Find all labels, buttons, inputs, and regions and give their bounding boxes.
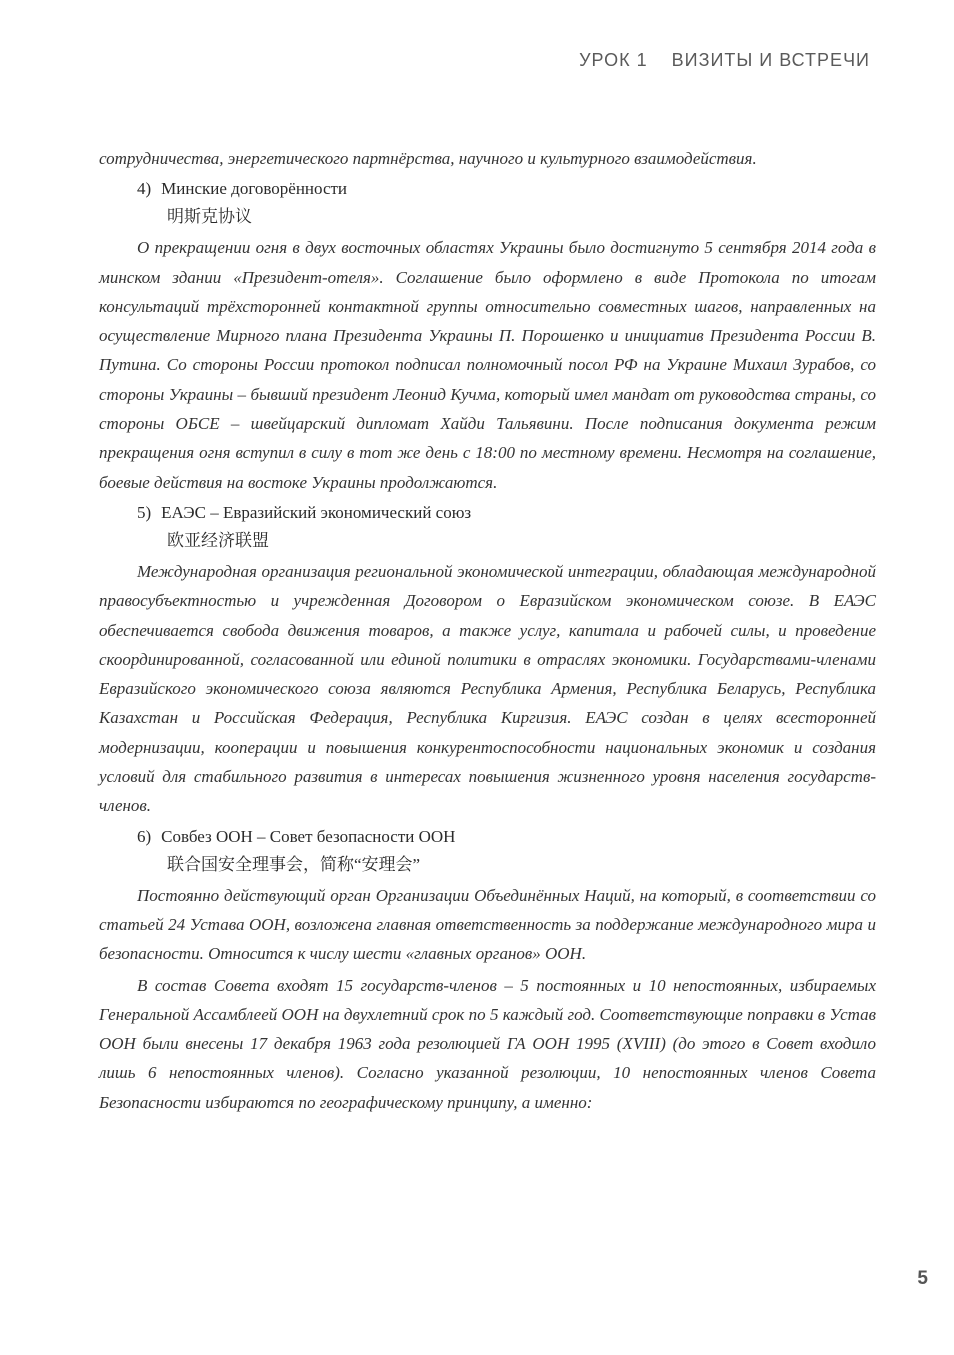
running-header [579, 50, 870, 71]
item-5 [99, 499, 876, 821]
item-description: Международная организация региональной экономической интеграции, обладающая международной правосубъектностью и учрежденная Договором о Евразийском экономическом союзе. В ЕАЭС обеспечивается свобода движения товаров, а также услуг, капитала и рабочей силы, и проведение скоординированной, согласованной или единой политики в отраслях экономики. Государствами-членами Евразийского экономического союза являются Республика Армения, Республика Беларусь, Республика Казахстан и Российская Федерация, Республика Киргизия. ЕАЭС создан в целях всесторонней модернизации, кооперации и повышения конкурентоспособности национальных экономик и создания условий для стабильного развития в интересах повышения жизненного уровня населения государств-членов. [99, 561, 876, 816]
item-description: Постоянно действующий орган Организации Объединённых Наций, на который, в соответствии со статьей 24 Устава ООН, возложена главная ответственность за поддержание международного мира и безопасности. Относится к числу шести «главных органов» ООН. [99, 885, 876, 964]
item-description: О прекращении огня в двух восточных областях Украины было достигнуто 5 сентября 2014 года в минском здании «Президент-отеля». Соглашение было оформлено в виде Протокола по итогам консультаций трёхсторонней контактной группы относительно совместных шагов, направленных на осуществление Мирного плана Президента Украины П. Порошенко и инициатив Президента России В. Путина. Со стороны России протокол подписал полномочный посол РФ на Украине Михаил Зурабов, со стороны Украины – бывший президент Леонид Кучма, который имел мандат от руководства страны, со стороны ОБСЕ – швейцарский дипломат Хайди Тальявини. После подписания документа режим прекращения огня вступил в силу в тот же день с 18:00 по местному времени. Несмотря на соглашение, боевые действия на востоке Украины продолжаются. [99, 238, 876, 492]
item-chinese-title: 联合国安全理事会，简称“安理会” [167, 854, 421, 874]
item-title [99, 499, 876, 527]
item-title-text: Совбез ООН – Совет безопасности ООН [161, 826, 456, 846]
lesson-label: УРОК 1 [579, 50, 648, 70]
item-6 [99, 823, 876, 1117]
page-number: 5 [917, 1268, 928, 1289]
page-body [99, 144, 876, 1117]
item-title [99, 823, 876, 851]
item-chinese-title: 明斯克协议 [167, 207, 252, 227]
continuation-paragraph: сотрудничества, энергетического партнёрства, научного и культурного взаимодействия. [99, 149, 757, 168]
item-4 [99, 175, 876, 497]
item-title-text: ЕАЭС – Евразийский экономический союз [161, 502, 472, 522]
item-description: В состав Совета входят 15 государств-членов – 5 постоянных и 10 непостоянных, избираемых Генеральной Ассамблеей ООН на двухлетний срок по 5 каждый год. Соответствующие поправки в Устав ООН были внесены 17 декабря 1963 года резолюцией ГА ООН 1995 (XVIII) (до этого в Совет входило лишь 6 непостоянных членов). Согласно указанной резолюции, 10 непостоянных членов Совета Безопасности избираются по географическому принципу, а именно: [99, 975, 876, 1112]
item-number: 4) [137, 179, 152, 199]
item-title-text: Минские договорённости [161, 179, 348, 199]
lesson-title: ВИЗИТЫ И ВСТРЕЧИ [671, 50, 870, 70]
item-number: 5) [137, 502, 152, 522]
item-number: 6) [137, 826, 152, 846]
item-chinese-title: 欧亚经济联盟 [167, 530, 269, 550]
item-title [99, 175, 876, 203]
